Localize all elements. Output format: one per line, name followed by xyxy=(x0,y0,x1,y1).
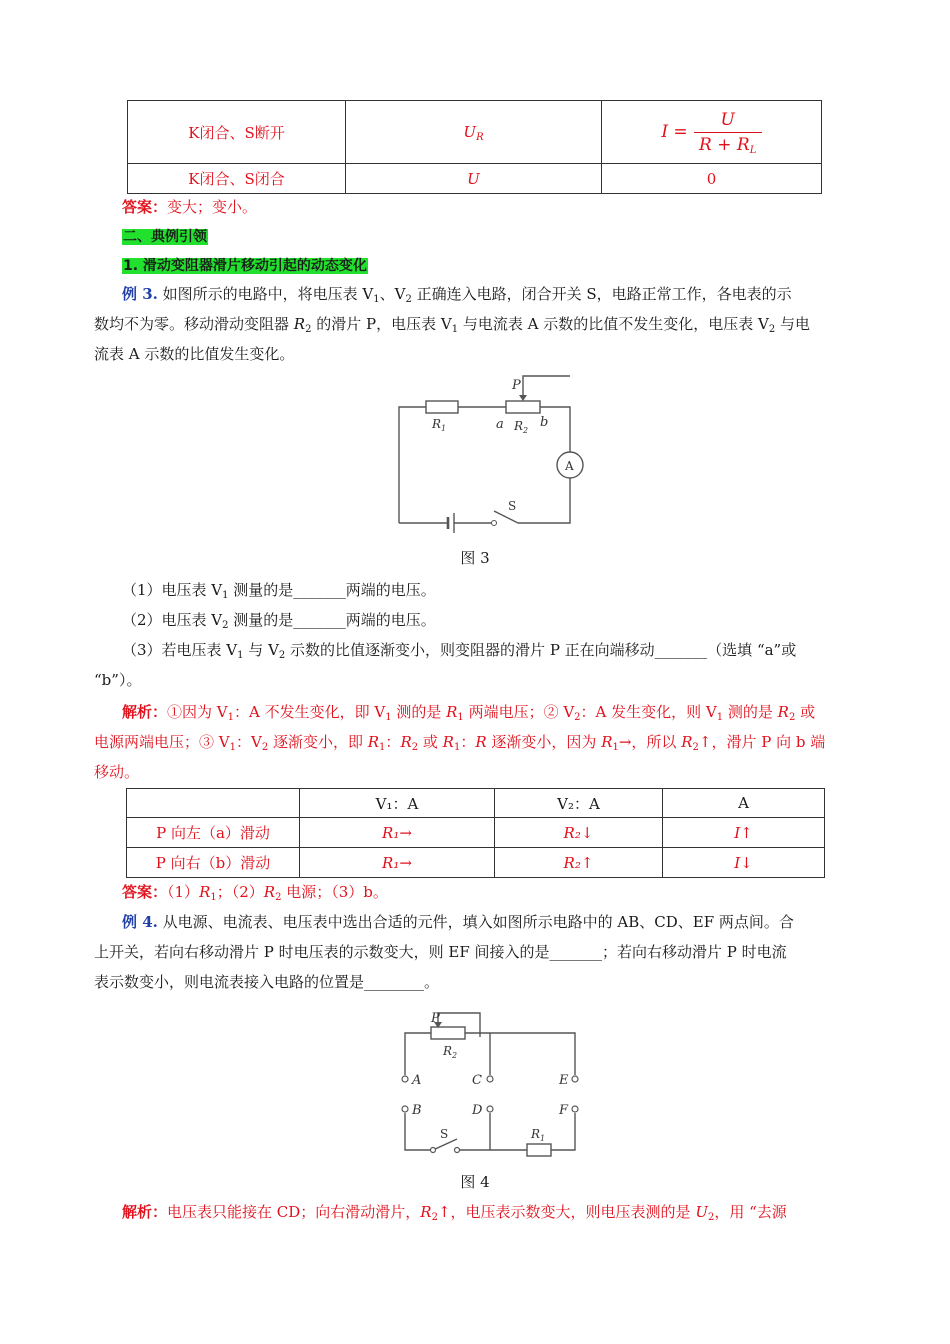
table-cell: R₂↑ xyxy=(495,848,663,878)
example-4-text: 上开关，若向右移动滑片 P 时电压表的示数变大，则 EF 间接入的是_______；若向右移动滑片 P 时电流 xyxy=(94,943,787,961)
subsection-heading: 1. 滑动变阻器滑片移动引起的动态变化 xyxy=(123,258,367,274)
section-heading: 二、典例引领 xyxy=(123,229,207,245)
fig4-label-R1: $R_1$ xyxy=(531,1127,546,1143)
fig4-label-B: B xyxy=(412,1103,422,1118)
state-table xyxy=(127,100,822,194)
table-cell: R₁→ xyxy=(300,818,495,848)
fig4-label-F: F xyxy=(559,1103,569,1118)
table-cell-voltage: U xyxy=(346,164,602,194)
fig3-label-P: P xyxy=(512,378,521,393)
fig3-label-S: S xyxy=(508,499,517,513)
table-row xyxy=(127,848,825,878)
figure-3-caption: 图 3 xyxy=(460,549,490,567)
fig3-ammeter-label: A xyxy=(565,459,574,473)
table-cell-formula: I = $\frac{U}{R + R_L}$ xyxy=(602,101,822,164)
table-cell: P 向左（a）滑动 xyxy=(127,818,300,848)
table-cell-voltage: $U_R$ xyxy=(346,101,602,164)
fig4-label-P: P xyxy=(431,1011,440,1026)
table-cell: R₂↓ xyxy=(495,818,663,848)
answer-3: 答案：$(1)R_1$；$(2)R_2$ 电源；（3）b。 xyxy=(122,883,388,903)
table-cell: R₁→ xyxy=(300,848,495,878)
example-3-text: 例 3. 如图所示的电路中，将电压表 $V_1$、$V_2$ 正确连入电路，闭合开关 S，电路正常工作，各电表的示 xyxy=(122,285,792,305)
fig3-label-a: a xyxy=(496,417,504,432)
analysis-3: 解析：①因为 $V_1$：A 不发生变化，即 $V_1$ 测的是 $R_1$ 两端电压；② $V_2$：A 发生变化，则 $V_1$ 测的是 $R_2$ 或 xyxy=(122,703,816,723)
fig3-label-b: b xyxy=(540,415,549,430)
analysis-3: 移动。 xyxy=(94,763,140,781)
table-header xyxy=(127,789,300,818)
fig4-label-E: E xyxy=(559,1073,569,1088)
answer-1: 答案：变大；变小。 xyxy=(122,198,258,216)
circuit-figure-3 xyxy=(390,370,590,535)
fig4-label-A: A xyxy=(412,1073,422,1088)
fig4-label-D: D xyxy=(472,1103,483,1118)
question-3-cont: “b”）。 xyxy=(94,671,142,689)
fig4-label-C: C xyxy=(472,1073,482,1088)
example-4-text: 表示数变小，则电流表接入电路的位置是________。 xyxy=(94,973,440,991)
example-4-text: 例 4. 从电源、电流表、电压表中选出合适的元件，填入如图所示电路中的 AB、CD、EF 两点间。合 xyxy=(122,913,794,931)
table-row xyxy=(127,818,825,848)
question-3: （3）若电压表 $V_1$ 与 $V_2$ 示数的比值逐渐变小，则变阻器的滑片 P 正在向端移动_______（选填 “a”或 xyxy=(122,641,797,661)
table-cell-current: 0 xyxy=(602,164,822,194)
table-header: V₁：A xyxy=(300,789,495,818)
table-cell: I↑ xyxy=(663,818,825,848)
analysis-4: 解析：电压表只能接在 CD；向右滑动滑片，$R_2↑$，电压表示数变大，则电压表测的是 $U_2$，用 “去源 xyxy=(122,1203,787,1223)
figure-4-caption: 图 4 xyxy=(460,1173,490,1191)
question-2: （2）电压表 $V_2$ 测量的是_______两端的电压。 xyxy=(122,611,436,631)
table-cell-state: K闭合、S断开 xyxy=(128,101,346,164)
fig3-label-R2: $R_2$ xyxy=(514,419,529,435)
circuit-figure-4 xyxy=(395,1005,585,1165)
fig3-label-R1: $R_1$ xyxy=(432,417,447,433)
fig4-label-S: S xyxy=(440,1127,449,1141)
table-header: V₂：A xyxy=(495,789,663,818)
question-1: （1）电压表 $V_1$ 测量的是_______两端的电压。 xyxy=(122,581,436,601)
table-header: A xyxy=(663,789,825,818)
slider-table xyxy=(126,788,825,878)
analysis-3: 电源两端电压；③ $V_1$：$V_2$ 逐渐变小，即 $R_1$：$R_2$ 或 $R_1$：R 逐渐变小，因为 $R_1\to$，所以 $R_2↑$，滑片 P 向 b 端 xyxy=(94,733,826,753)
table-cell: P 向右（b）滑动 xyxy=(127,848,300,878)
example-3-text: 数均不为零。移动滑动变阻器 $R_2$ 的滑片 P，电压表 $V_1$ 与电流表 A 示数的比值不发生变化，电压表 $V_2$ 与电 xyxy=(94,315,810,335)
fig4-label-R2: $R_2$ xyxy=(443,1044,458,1060)
table-cell-state: K闭合、S闭合 xyxy=(128,164,346,194)
example-3-text: 流表 A 示数的比值发生变化。 xyxy=(94,345,295,363)
table-cell: I↓ xyxy=(663,848,825,878)
